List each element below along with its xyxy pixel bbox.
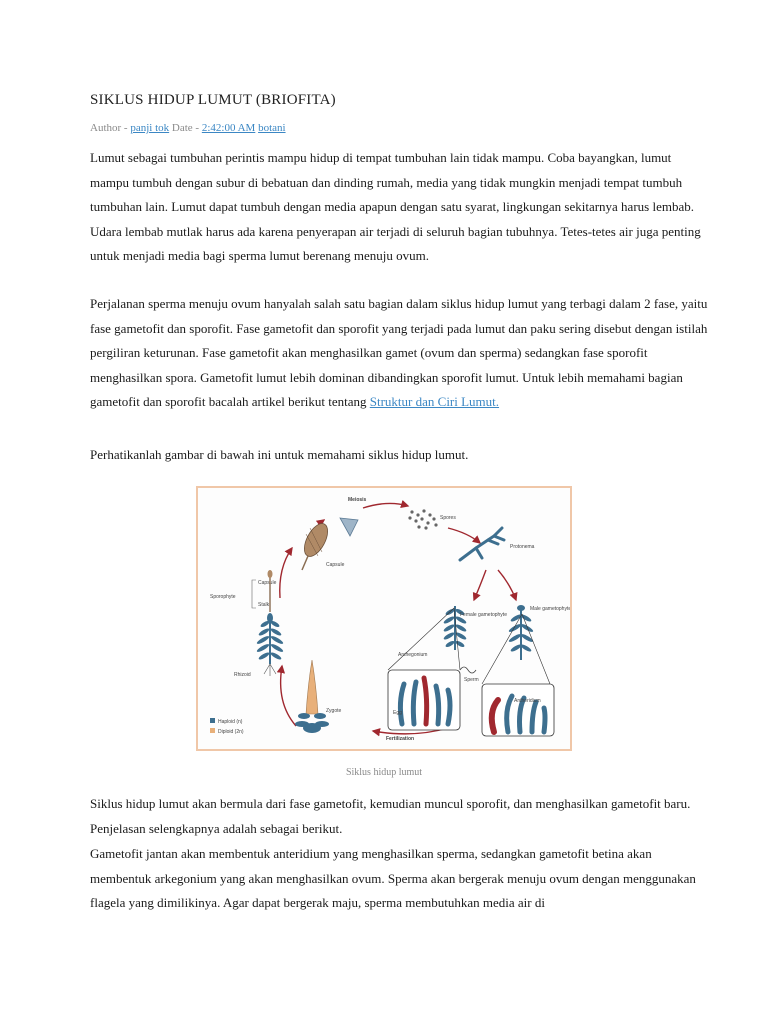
- author-link[interactable]: panji tok: [130, 122, 170, 134]
- protonema-icon: [460, 528, 504, 560]
- label-spores: Spores: [440, 515, 456, 521]
- label-female-gametophyte: Female gametophyte: [460, 612, 507, 618]
- label-egg: Egg: [393, 710, 402, 716]
- figure-caption: Siklus hidup lumut: [345, 767, 423, 778]
- legend-haploid-swatch: [210, 718, 215, 723]
- label-rhizoid: Rhizoid: [234, 672, 251, 678]
- label-sporophyte: Sporophyte: [210, 594, 236, 600]
- category-link[interactable]: botani: [258, 122, 286, 134]
- date-prefix: Date -: [171, 122, 202, 134]
- label-capsule-part: Capsule: [258, 580, 277, 586]
- label-stalk: Stalk: [258, 602, 270, 608]
- author-prefix: Author -: [90, 122, 131, 134]
- label-archegonium: Archegonium: [398, 652, 428, 658]
- capsule-lid-icon: [340, 518, 358, 536]
- time-link[interactable]: 2:42:00 AM: [201, 122, 256, 134]
- legend-diploid-swatch: [210, 728, 215, 733]
- struktur-ciri-lumut-link[interactable]: Struktur dan Ciri Lumut.: [369, 394, 500, 410]
- label-protonema: Protonema: [510, 544, 535, 550]
- label-zygote: Zygote: [326, 708, 342, 714]
- paragraph-figure-intro: Perhatikanlah gambar di bawah ini untuk memahami siklus hidup lumut.: [90, 447, 469, 462]
- male-gametophyte-icon: [508, 605, 534, 660]
- label-fertilization: Fertilization: [386, 736, 415, 742]
- article-meta: [90, 122, 286, 134]
- paragraph-phases-text: Perjalanan sperma menuju ovum hanyalah salah satu bagian dalam siklus hidup lumut yang terbagi dalam 2 fase, yaitu fase gametofit dan sporofit. Fase gametofit dan sporofit yang terjadi pada lumut dan paku sering disebut dengan istilah pergiliran keturunan. Fase gametofit akan menghasilkan gamet (ovum dan sperma) sedangkan fase sporofit menghasilkan spora. Gametofit lumut lebih dominan dibandingkan sporofit lumut. Untuk lebih memahami bagian gametofit dan sporofit bacalah artikel berikut tentang: [90, 296, 708, 410]
- archegonium-inset: [388, 670, 460, 730]
- label-capsule: Capsule: [326, 562, 345, 568]
- legend-diploid-label: Diploid (2n): [218, 729, 244, 735]
- spores-icon: [408, 509, 437, 529]
- zygote-icon: [295, 660, 329, 733]
- paragraph-gametophyte: Gametofit jantan akan membentuk anteridium yang menghasilkan sperma, sedangkan gametofit betina akan membentuk arkegonium yang akan menghasilkan ovum. Sperma akan bergerak menuju ovum dengan menggunakan flagela yang dimilikinya. Agar dapat bergerak maju, sperma membutuhkan media air di: [90, 846, 696, 911]
- article-title: SIKLUS HIDUP LUMUT (BRIOFITA): [90, 92, 336, 108]
- legend-haploid-label: Haploid (n): [218, 719, 243, 725]
- sperm-icon: [460, 667, 476, 673]
- label-sperm: Sperm: [464, 677, 479, 683]
- life-cycle-diagram: [198, 488, 570, 749]
- life-cycle-figure: [196, 486, 572, 751]
- label-antheridium: Antheridium: [514, 698, 541, 704]
- label-male-gametophyte: Male gametophyte: [530, 606, 570, 612]
- paragraph-phases: [90, 292, 710, 415]
- paragraph-intro: Lumut sebagai tumbuhan perintis mampu hidup di tempat tumbuhan lain tidak mampu. Coba bayangkan, lumut mampu tumbuh dengan subur di bebatuan dan dinding rumah, media yang tidak mungkin menjadi tempat tumbuh tumbuhan lain. Lumut dapat tumbuh dengan media apapun dengan satu syarat, lingkungan sekitarnya harus lembab. Udara lembab mutlak harus ada karena penyerapan air terjadi di seluruh bagian tubuhnya. Tetes-tetes air juga penting untuk menjadi media bagi sperma lumut berenang menuju ovum.: [90, 150, 701, 264]
- label-meiosis: Meiosis: [348, 497, 367, 503]
- antheridium-inset: [482, 684, 554, 736]
- paragraph-cycle-start: Siklus hidup lumut akan bermula dari fase gametofit, kemudian muncul sporofit, dan menghasilkan gametofit baru. Penjelasan selengkapnya adalah sebagai berikut.: [90, 796, 691, 836]
